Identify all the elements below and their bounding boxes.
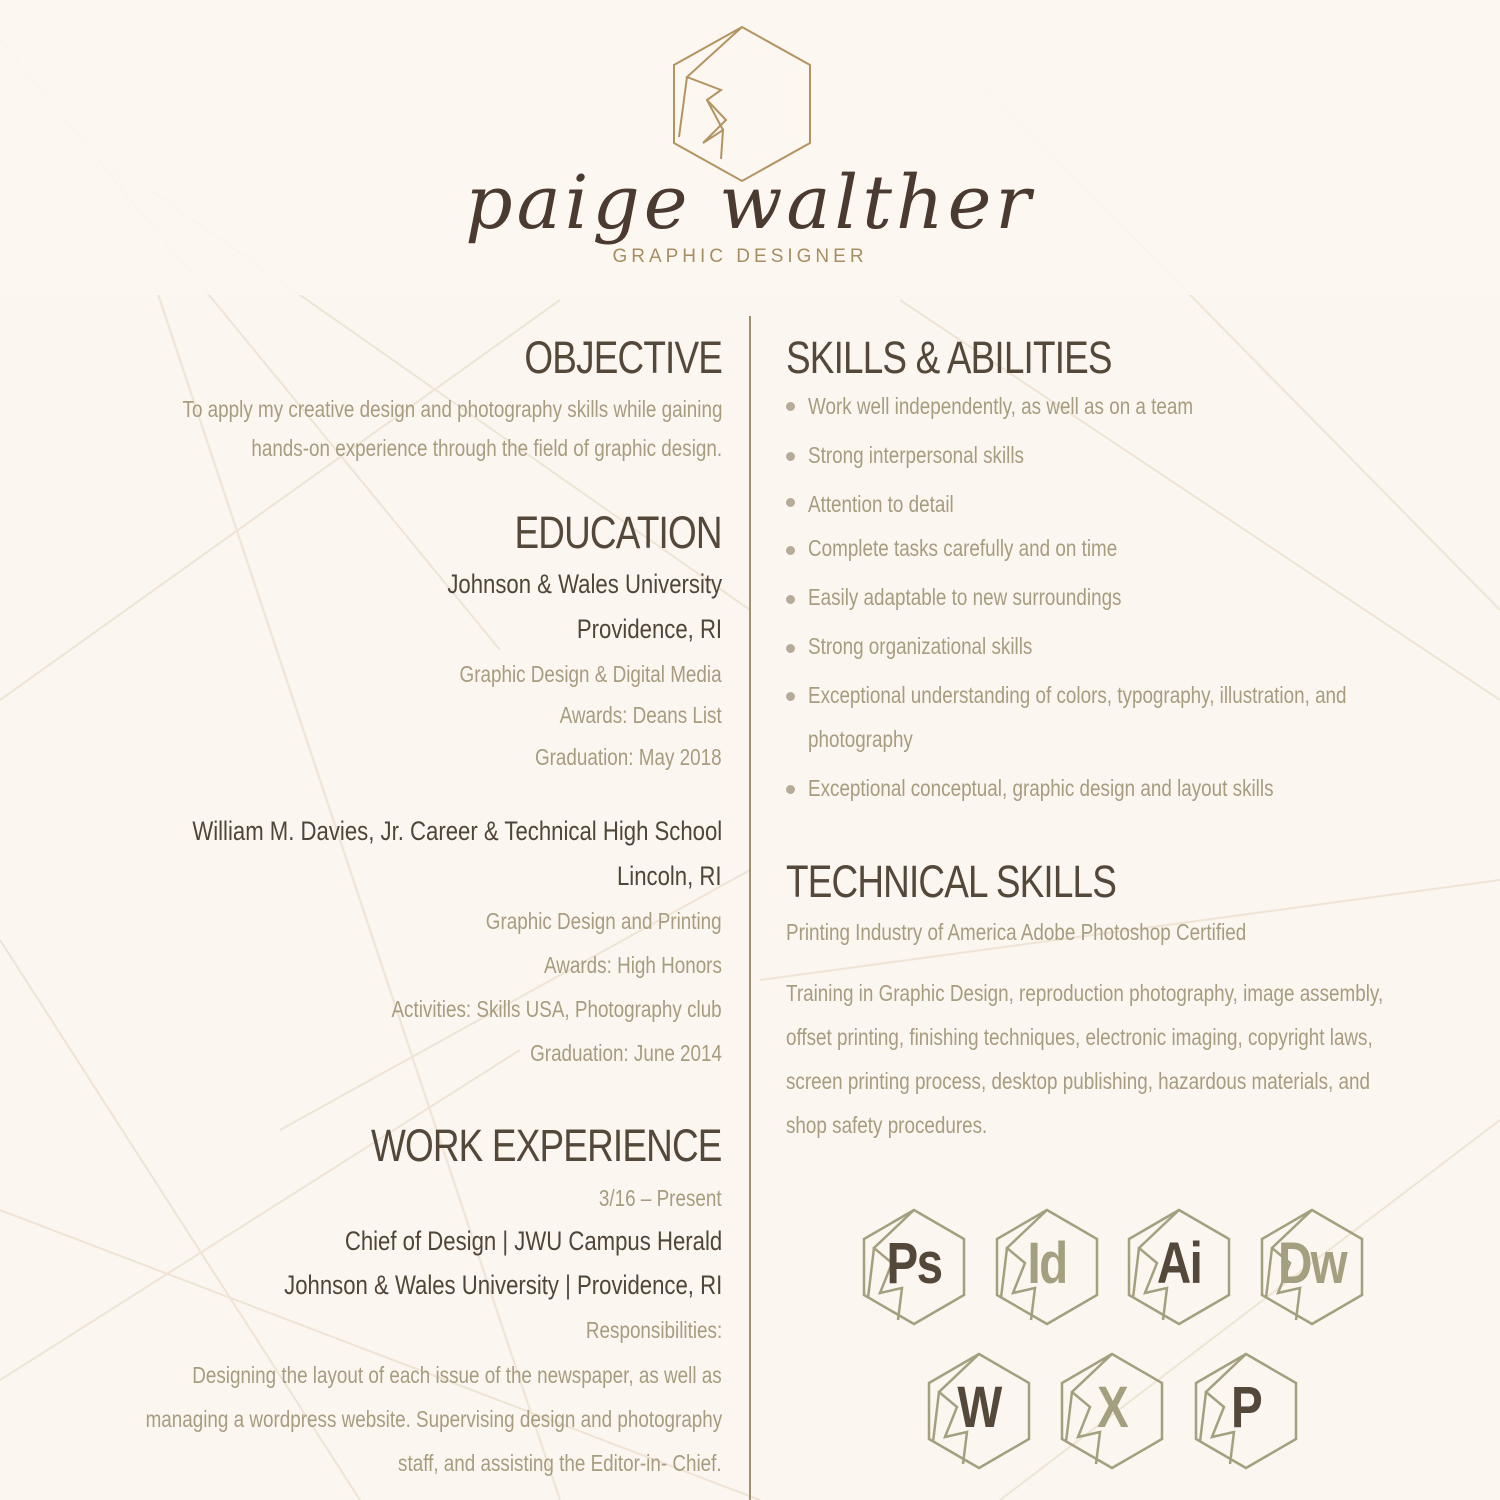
work-dates: 3/16 – Present <box>599 1185 722 1211</box>
skill-item: Exceptional understanding of colors, typography, illustration, and <box>808 682 1347 708</box>
work-heading: WORK EXPERIENCE <box>371 1120 722 1171</box>
work-responsibility-line: Designing the layout of each issue of the newspaper, as well as <box>192 1362 722 1388</box>
skill-item: Work well independently, as well as on a team <box>808 393 1194 419</box>
school-1-detail: Awards: Deans List <box>559 702 722 728</box>
bullet-icon <box>786 498 795 507</box>
technical-training-line: screen printing process, desktop publishing, hazardous materials, and <box>786 1068 1370 1094</box>
bullet-icon <box>786 546 795 555</box>
school-1-location: Providence, RI <box>576 614 722 644</box>
skill-item-continued: photography <box>808 726 913 752</box>
skill-item: Attention to detail <box>808 491 954 517</box>
technical-training-line: Training in Graphic Design, reproduction photography, image assembly, <box>786 980 1384 1006</box>
school-2-detail: Graduation: June 2014 <box>530 1040 722 1066</box>
school-1-detail: Graduation: May 2018 <box>535 744 722 770</box>
skill-item: Strong organizational skills <box>808 633 1033 659</box>
excel-label: X <box>1096 1375 1128 1440</box>
technical-heading: TECHNICAL SKILLS <box>786 856 1117 907</box>
school-1-name: Johnson & Wales University <box>447 569 722 599</box>
work-responsibility-line: managing a wordpress website. Supervising design and photography <box>145 1406 722 1432</box>
work-responsibilities-label: Responsibilities: <box>585 1317 722 1343</box>
bullet-icon <box>786 644 795 653</box>
skill-item: Complete tasks carefully and on time <box>808 535 1118 561</box>
skill-item: Easily adaptable to new surroundings <box>808 584 1122 610</box>
powerpoint-label: P <box>1230 1375 1262 1440</box>
objective-line-1: To apply my creative design and photography skills while gaining <box>182 396 722 422</box>
bullet-icon <box>786 402 795 411</box>
excel-icon <box>1060 1352 1164 1470</box>
work-responsibility-line: staff, and assisting the Editor-in- Chief. <box>398 1450 722 1476</box>
photoshop-label: Ps <box>886 1231 942 1296</box>
objective-line-2: hands-on experience through the field of graphic design. <box>251 435 722 461</box>
skills-heading: SKILLS & ABILITIES <box>786 332 1112 383</box>
candidate-title: GRAPHIC DESIGNER <box>612 246 868 267</box>
school-2-location: Lincoln, RI <box>617 861 722 891</box>
school-2-detail: Activities: Skills USA, Photography club <box>391 996 722 1022</box>
school-2-detail: Awards: High Honors <box>544 952 722 978</box>
indesign-label: Id <box>1027 1231 1067 1296</box>
illustrator-label: Ai <box>1156 1231 1202 1296</box>
technical-certification: Printing Industry of America Adobe Photoshop Certified <box>786 919 1247 945</box>
education-heading: EDUCATION <box>514 507 722 558</box>
bullet-icon <box>786 692 795 701</box>
dreamweaver-label: Dw <box>1277 1231 1347 1296</box>
bullet-icon <box>786 452 795 461</box>
dreamweaver-icon <box>1260 1208 1364 1326</box>
school-2-detail: Graphic Design and Printing <box>486 908 722 934</box>
column-divider <box>749 316 751 1500</box>
word-label: W <box>957 1375 1001 1440</box>
illustrator-icon <box>1127 1208 1231 1326</box>
skill-item: Exceptional conceptual, graphic design and layout skills <box>808 775 1274 801</box>
bullet-icon <box>786 785 795 794</box>
word-icon <box>927 1352 1031 1470</box>
objective-heading: OBJECTIVE <box>524 332 722 383</box>
technical-training-line: offset printing, finishing techniques, electronic imaging, copyright laws, <box>786 1024 1373 1050</box>
school-2-name: William M. Davies, Jr. Career & Technical High School <box>192 816 722 846</box>
work-role: Chief of Design | JWU Campus Herald <box>344 1226 722 1256</box>
candidate-name: paige walther <box>465 160 1035 246</box>
powerpoint-icon <box>1194 1352 1298 1470</box>
photoshop-icon <box>862 1208 966 1326</box>
technical-training-line: shop safety procedures. <box>786 1112 988 1138</box>
skill-item: Strong interpersonal skills <box>808 442 1024 468</box>
work-org: Johnson & Wales University | Providence, RI <box>283 1270 722 1300</box>
bullet-icon <box>786 595 795 604</box>
school-1-detail: Graphic Design & Digital Media <box>459 661 722 687</box>
indesign-icon <box>995 1208 1099 1326</box>
